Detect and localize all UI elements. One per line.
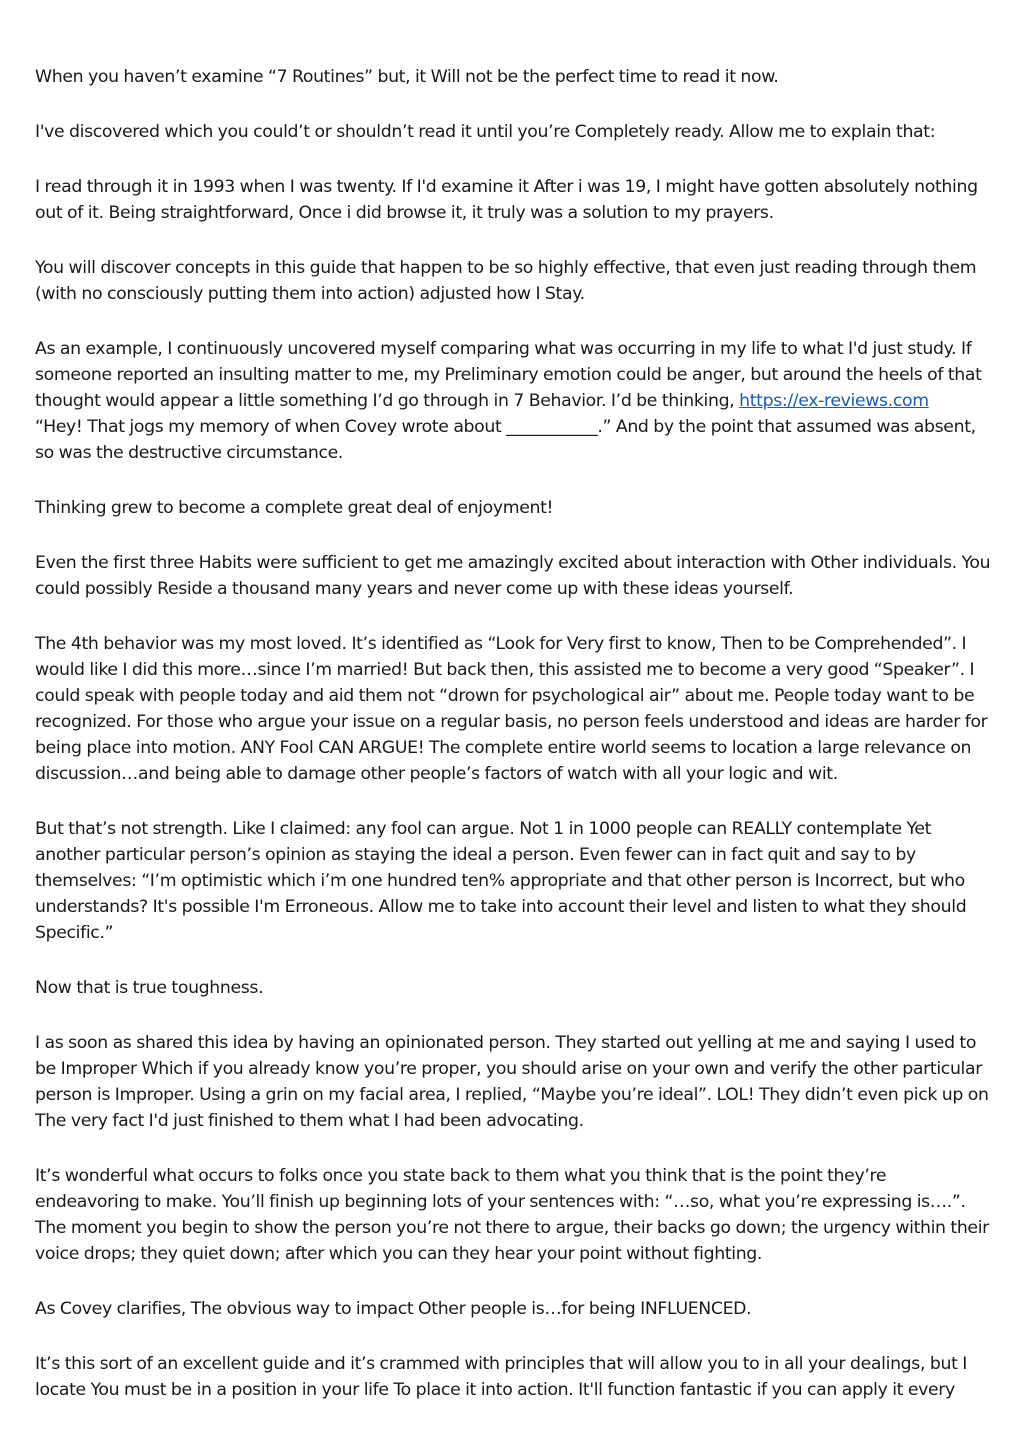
paragraph-10: Now that is true toughness. bbox=[35, 978, 264, 998]
document-body bbox=[35, 64, 995, 1432]
paragraph-9: But that’s not strength. Like I claimed: any fool can argue. Not 1 in 1000 people can REALLY contemplate Yet another particular person’s opinion as staying the ideal a person. Even fewer can in fact quit and say to by themselves: “I’m optimistic which i’m one hundred ten% appropriate and that other person is Incorrect, but who understands? It's possible I'm Erroneous. Allow me to take into account their level and listen to what they should Specific.” bbox=[35, 819, 967, 943]
paragraph-14: It’s this sort of an excellent guide and it’s crammed with principles that will allow you to in all your dealings, but I locate You must be in a position in your life To place it into action. It'll function fantastic if you can apply it every bbox=[35, 1354, 967, 1400]
paragraph-1: When you haven’t examine “7 Routines” but, it Will not be the perfect time to read it now. bbox=[35, 67, 779, 87]
paragraph-7: Even the first three Habits were sufficient to get me amazingly excited about interaction with Other individuals. You could possibly Reside a thousand many years and never come up with these ideas yourself. bbox=[35, 553, 991, 599]
paragraph-13: As Covey clarifies, The obvious way to impact Other people is…for being INFLUENCED. bbox=[35, 1299, 752, 1319]
paragraph-6: Thinking grew to become a complete great deal of enjoyment! bbox=[35, 498, 554, 518]
paragraph-12: It’s wonderful what occurs to folks once you state back to them what you think that is the point they’re endeavoring to make. You’ll finish up beginning lots of your sentences with: “…so, what you’re expressing is….”. The moment you begin to show the person you’re not there to argue, their backs go down; the urgency within their voice drops; they quiet down; after which you can they hear your point without fighting. bbox=[35, 1166, 989, 1264]
paragraph-11: I as soon as shared this idea by having an opinionated person. They started out yelling at me and saying I used to be Improper Which if you already know you’re proper, you should arise on your own and verify the other particular person is Improper. Using a grin on my facial area, I replied, “Maybe you’re ideal”. LOL! They didn’t even pick up on The very fact I'd just finished to them what I had been advocating. bbox=[35, 1033, 989, 1131]
paragraph-8: The 4th behavior was my most loved. It’s identified as “Look for Very first to know, Then to be Comprehended”. I would like I did this more…since I’m married! But back then, this assisted me to become a very good “Speaker”. I could speak with people today and aid them not “drown for psychological air” about me. People today want to be recognized. For those who argue your issue on a regular basis, no person feels understood and ideas are harder for being place into motion. ANY Fool CAN ARGUE! The complete entire world seems to location a large relevance on discussion…and being able to damage other people’s factors of watch with all your logic and wit. bbox=[35, 634, 988, 784]
paragraph-4: You will discover concepts in this guide that happen to be so highly effective, that even just reading through them (with no consciously putting them into action) adjusted how I Stay. bbox=[35, 258, 977, 304]
ex-reviews-link[interactable]: https://ex-reviews.com bbox=[739, 391, 929, 411]
paragraph-3: I read through it in 1993 when I was twenty. If I'd examine it After i was 19, I might have gotten absolutely nothing out of it. Being straightforward, Once i did browse it, it truly was a solution to my prayers. bbox=[35, 177, 978, 223]
paragraph-2: I've discovered which you could’t or shouldn’t read it until you’re Completely ready. Allow me to explain that: bbox=[35, 122, 936, 142]
paragraph-5 bbox=[35, 336, 995, 466]
paragraph-5-text-before: As an example, I continuously uncovered myself comparing what was occurring in my life to what I'd just study. If someone reported an insulting matter to me, my Preliminary emotion could be anger, but around the heels of that thought would appear a little something I’d go through in 7 Behavior. I’d be thinking, bbox=[35, 339, 982, 411]
paragraph-5-text-after: “Hey! That jogs my memory of when Covey wrote about ___________.” And by the point that assumed was absent, so was the destructive circumstance. bbox=[35, 417, 976, 463]
